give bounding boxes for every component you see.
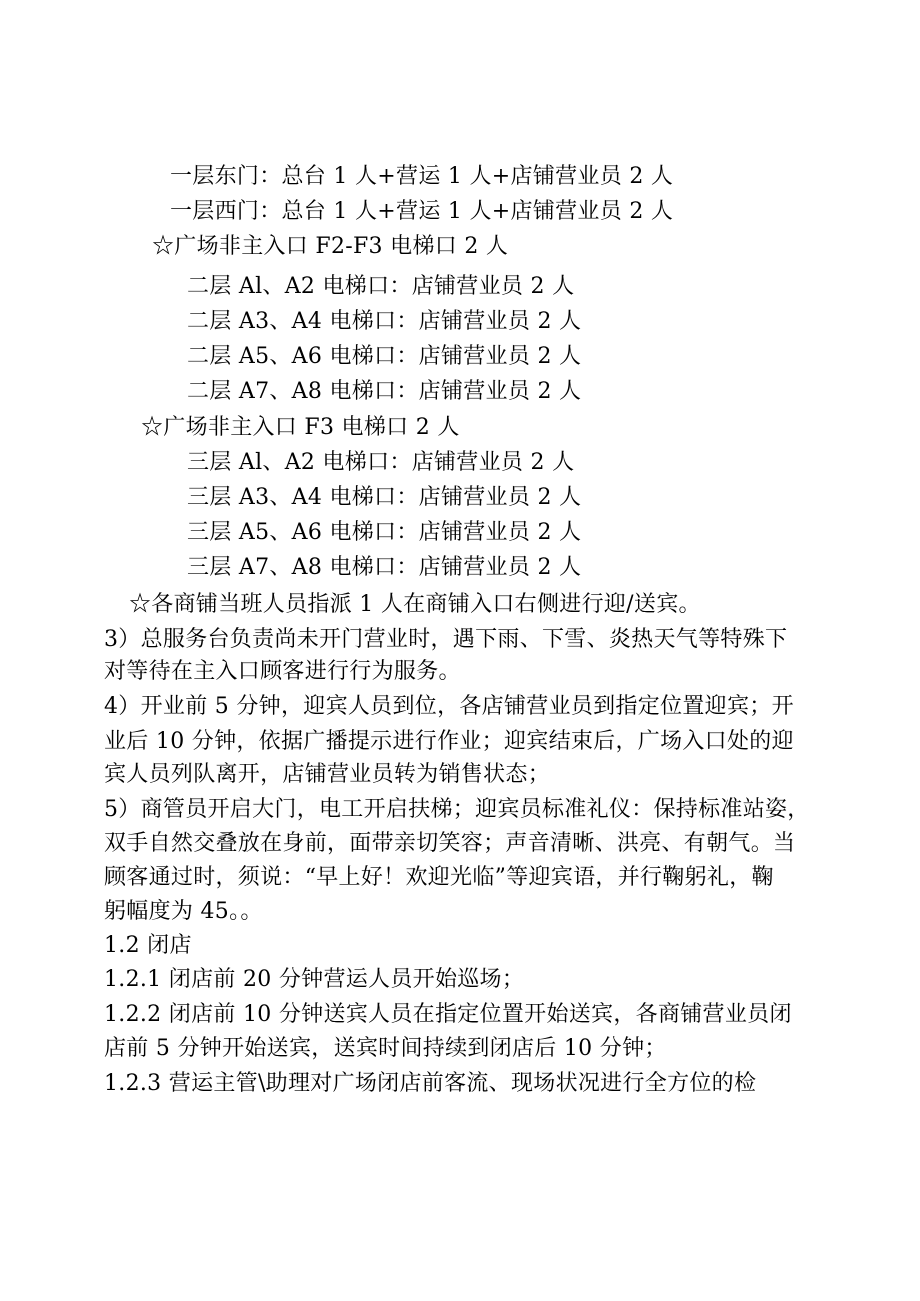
text-line-f3-a1-a2: 三层 Al、A2 电梯口：店铺营业员 2 人 bbox=[187, 450, 575, 475]
text-line-f3-a7-a8: 三层 A7、A8 电梯口：店铺营业员 2 人 bbox=[187, 555, 582, 580]
text-line-item-5-cont3: 躬幅度为 45。。 bbox=[104, 899, 263, 924]
text-line-f3-heading: ☆广场非主入口 F3 电梯口 2 人 bbox=[141, 415, 460, 440]
section-heading-closing: 1.2 闭店 bbox=[104, 933, 192, 958]
text-line-item-4: 4）开业前 5 分钟，迎宾人员到位，各店铺营业员到指定位置迎宾；开 bbox=[104, 694, 794, 719]
text-line-1-2-1: 1.2.1 闭店前 20 分钟营运人员开始巡场； bbox=[104, 967, 525, 992]
text-line-item-4-cont2: 宾人员列队离开，店铺营业员转为销售状态； bbox=[104, 762, 551, 787]
text-line-f3-a5-a6: 三层 A5、A6 电梯口：店铺营业员 2 人 bbox=[187, 520, 582, 545]
text-line-item-3-cont: 对等待在主入口顾客进行行为服务。 bbox=[104, 659, 461, 684]
text-line-item-3: 3）总服务台负责尚未开门营业时，遇下雨、下雪、炎热天气等特殊下 bbox=[104, 627, 788, 652]
text-line-f2-a7-a8: 二层 A7、A8 电梯口：店铺营业员 2 人 bbox=[187, 379, 582, 404]
text-line-item-5-cont1: 双手自然交叠放在身前，面带亲切笑容；声音清晰、洪亮、有朝气。当 bbox=[104, 831, 796, 856]
text-line-east-gate: 一层东门：总台 1 人+营运 1 人+店铺营业员 2 人 bbox=[170, 164, 674, 189]
text-line-west-gate: 一层西门：总台 1 人+营运 1 人+店铺营业员 2 人 bbox=[170, 199, 674, 224]
text-line-f2-a3-a4: 二层 A3、A4 电梯口：店铺营业员 2 人 bbox=[187, 309, 582, 334]
text-line-f2-f3-heading: ☆广场非主入口 F2-F3 电梯口 2 人 bbox=[152, 234, 509, 259]
text-line-1-2-3: 1.2.3 营运主管\助理对广场闭店前客流、现场状况进行全方位的检 bbox=[104, 1071, 757, 1096]
text-line-shop-greeter: ☆各商铺当班人员指派 1 人在商铺入口右侧进行迎/送宾。 bbox=[129, 592, 701, 617]
text-line-item-4-cont1: 业后 10 分钟，依据广播提示进行作业；迎宾结束后，广场入口处的迎 bbox=[104, 729, 794, 754]
text-line-f3-a3-a4: 三层 A3、A4 电梯口：店铺营业员 2 人 bbox=[187, 485, 582, 510]
text-line-item-5-cont2: 顾客通过时，须说：“早上好！欢迎光临”等迎宾语，并行鞠躬礼，鞠 bbox=[104, 865, 774, 890]
text-line-1-2-2: 1.2.2 闭店前 10 分钟送宾人员在指定位置开始送宾，各商铺营业员闭 bbox=[104, 1002, 792, 1027]
text-line-1-2-2-cont: 店前 5 分钟开始送宾，送宾时间持续到闭店后 10 分钟； bbox=[104, 1036, 667, 1061]
text-line-item-5: 5）商管员开启大门，电工开启扶梯；迎宾员标准礼仪：保持标准站姿， bbox=[104, 797, 810, 822]
text-line-f2-a1-a2: 二层 Al、A2 电梯口：店铺营业员 2 人 bbox=[187, 274, 575, 299]
text-line-f2-a5-a6: 二层 A5、A6 电梯口：店铺营业员 2 人 bbox=[187, 344, 582, 369]
